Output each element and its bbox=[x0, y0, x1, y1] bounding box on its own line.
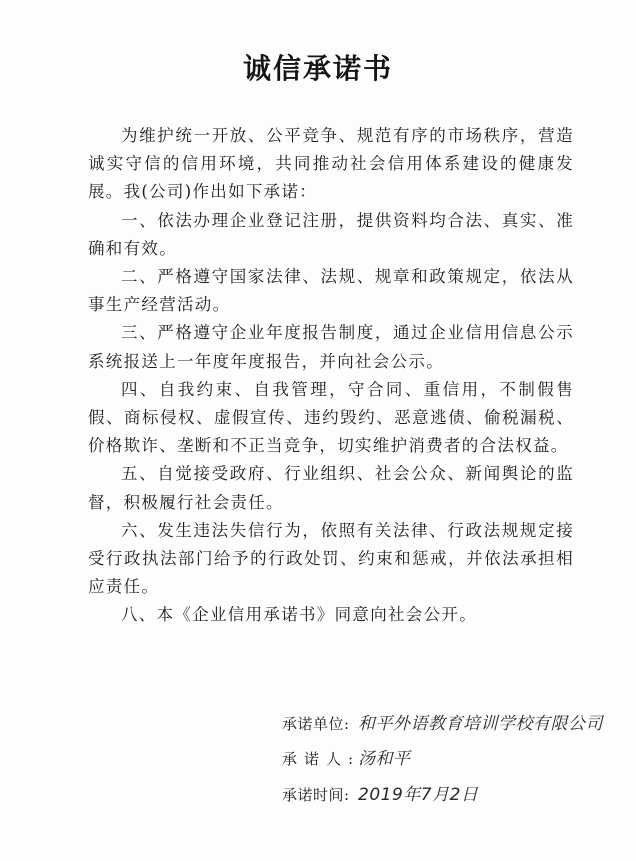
signature-person-label: 承诺人: bbox=[282, 750, 361, 768]
paragraph-item-3: 三、严格遵守企业年度报告制度，通过企业信用信息公示系统报送上一年度年度报告，并向社会公示。 bbox=[88, 323, 574, 371]
document-title: 诚信承诺书 bbox=[242, 52, 393, 85]
paragraph-item-4: 四、自我约束、自我管理，守合同、重信用，不制假售假、商标侵权、虚假宣传、违约毁约、恶意逃债、偷税漏税、价格欺诈、垄断和不正当竞争，切实维护消费者的合法权益。 bbox=[88, 379, 574, 456]
document-body bbox=[88, 122, 574, 630]
signature-person-handwriting: 汤和平 bbox=[358, 749, 411, 769]
paragraph-item-2: 二、严格遵守国家法律、法规、规章和政策规定，依法从事生产经营活动。 bbox=[88, 267, 574, 315]
signature-date-handwriting: 2019年7月2日 bbox=[358, 785, 479, 805]
paragraph-item-1: 一、依法办理企业登记注册，提供资料均合法、真实、准确和有效。 bbox=[88, 210, 574, 258]
signature-unit-row bbox=[282, 709, 603, 734]
signature-date-label: 承诺时间: bbox=[282, 786, 350, 804]
signature-unit-label: 承诺单位: bbox=[282, 715, 350, 733]
signature-date-row bbox=[282, 780, 478, 805]
paragraph-item-5: 五、自觉接受政府、行业组织、社会公众、新闻舆论的监督，积极履行社会责任。 bbox=[88, 464, 574, 512]
paragraph-item-8: 八、本《企业信用承诺书》同意向社会公开。 bbox=[121, 605, 477, 625]
signature-unit-handwriting: 和平外语教育培训学校有限公司 bbox=[358, 714, 603, 734]
signature-person-row bbox=[282, 744, 411, 769]
paragraph-intro: 为维护统一开放、公平竞争、规范有序的市场秩序，营造诚实守信的信用环境，共同推动社会信用体系建设的健康发展。我(公司)作出如下承诺： bbox=[88, 126, 574, 202]
paragraph-item-6: 六、发生违法失信行为，依照有关法律、行政法规规定接受行政执法部门给予的行政处罚、约束和惩戒，并依法承担相应责任。 bbox=[88, 520, 574, 597]
